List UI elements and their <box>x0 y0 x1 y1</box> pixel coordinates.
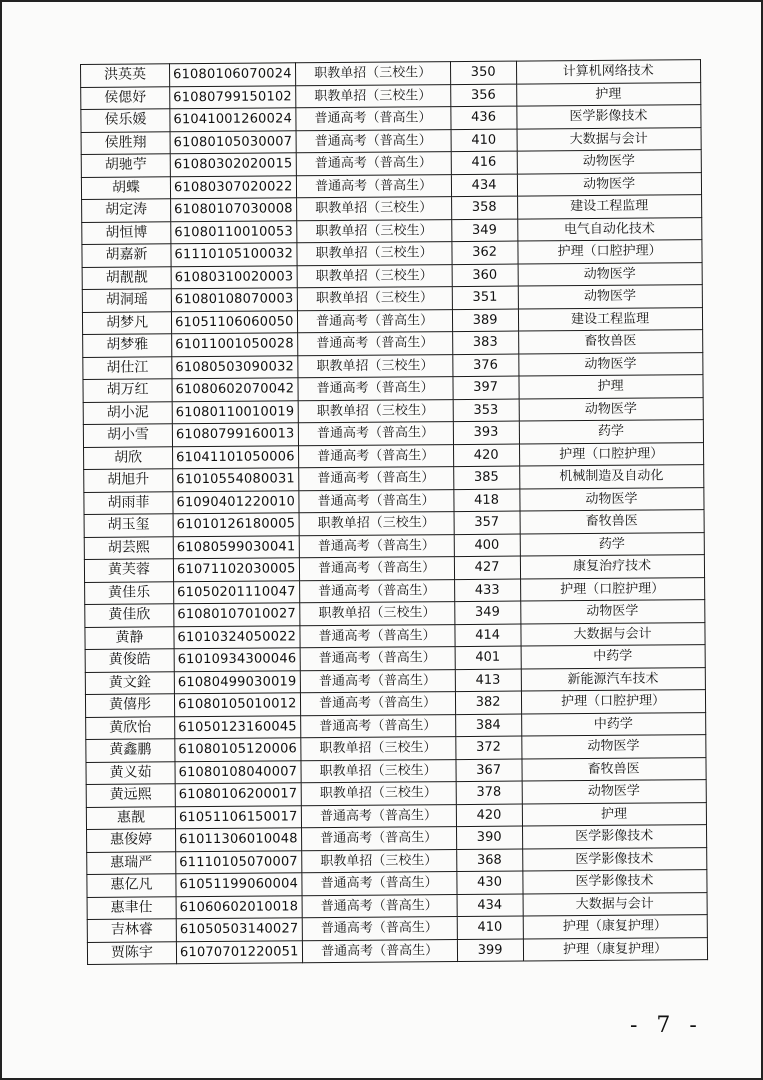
candidate-number-cell: 61080503090032 <box>172 355 298 378</box>
student-name-cell: 胡蝶 <box>81 176 170 199</box>
major-cell: 动物医学 <box>518 262 702 286</box>
score-cell: 372 <box>455 736 521 759</box>
admission-type-cell: 普通高考（普高生） <box>300 692 455 716</box>
admission-type-cell: 职教单招（三校生） <box>297 242 452 266</box>
admission-type-cell: 普通高考（普高生） <box>299 557 454 581</box>
score-cell: 410 <box>451 129 517 152</box>
student-name-cell: 侯偲妤 <box>81 86 170 109</box>
candidate-number-cell: 61080302020015 <box>170 153 296 176</box>
admission-type-cell: 职教单招（三校生） <box>299 602 454 626</box>
admission-type-cell: 普通高考（普高生） <box>298 489 453 513</box>
score-cell: 420 <box>453 444 519 467</box>
admission-type-cell: 普通高考（普高生） <box>299 579 454 603</box>
score-cell: 390 <box>456 826 522 849</box>
score-cell: 384 <box>455 714 521 737</box>
admission-type-cell: 职教单招（三校生） <box>297 354 452 378</box>
major-cell: 康复治疗技术 <box>520 555 704 579</box>
candidate-number-cell: 61080108070003 <box>171 288 297 311</box>
student-name-cell: 胡洞瑶 <box>82 289 171 312</box>
admission-type-cell: 职教单招（三校生） <box>295 84 450 108</box>
major-cell: 护理（康复护理） <box>523 915 707 939</box>
major-cell: 药学 <box>520 532 704 556</box>
candidate-number-cell: 61080106200017 <box>175 783 301 806</box>
major-cell: 电气自动化技术 <box>517 217 701 241</box>
candidate-number-cell: 61051199060004 <box>176 873 302 896</box>
candidate-number-cell: 61010126180005 <box>173 513 299 536</box>
student-name-cell: 贾陈宇 <box>87 941 176 964</box>
score-cell: 414 <box>455 624 521 647</box>
student-name-cell: 胡旭升 <box>84 469 173 492</box>
score-cell: 393 <box>453 421 519 444</box>
student-name-cell: 吉林睿 <box>87 919 176 942</box>
score-cell: 430 <box>456 871 522 894</box>
major-cell: 动物医学 <box>517 172 701 196</box>
student-name-cell: 胡小雪 <box>83 424 172 447</box>
candidate-number-cell: 61080599030041 <box>173 535 299 558</box>
major-cell: 医学影像技术 <box>522 825 706 849</box>
candidate-number-cell: 61041101050006 <box>173 445 299 468</box>
major-cell: 畜牧兽医 <box>518 330 702 354</box>
major-cell: 护理（口腔护理） <box>521 690 705 714</box>
major-cell: 计算机网络技术 <box>516 60 700 84</box>
major-cell: 大数据与会计 <box>517 127 701 151</box>
score-cell: 357 <box>454 511 520 534</box>
candidate-number-cell: 61080499030019 <box>174 670 300 693</box>
candidate-number-cell: 61010324050022 <box>174 625 300 648</box>
student-name-cell: 胡小泥 <box>83 401 172 424</box>
admission-type-cell: 职教单招（三校生） <box>301 759 456 783</box>
score-cell: 358 <box>451 196 517 219</box>
admission-type-cell: 普通高考（普高生） <box>302 917 457 941</box>
candidate-number-cell: 61051106060050 <box>171 310 297 333</box>
admission-type-cell: 普通高考（普高生） <box>300 624 455 648</box>
candidate-number-cell: 61010554080031 <box>173 468 299 491</box>
score-cell: 351 <box>452 286 518 309</box>
student-name-cell: 惠靓 <box>86 806 175 829</box>
score-cell: 383 <box>452 331 518 354</box>
candidate-number-cell: 61080799150102 <box>170 85 296 108</box>
candidate-number-cell: 61051106150017 <box>175 805 301 828</box>
student-name-cell: 胡仕江 <box>83 356 172 379</box>
student-name-cell: 惠聿仕 <box>87 896 176 919</box>
candidate-number-cell: 61080108040007 <box>175 760 301 783</box>
admission-type-cell: 普通高考（普高生） <box>300 714 455 738</box>
student-name-cell: 胡靓靓 <box>82 266 171 289</box>
score-cell: 376 <box>452 354 518 377</box>
student-name-cell: 黄俊皓 <box>85 649 174 672</box>
major-cell: 建设工程监理 <box>517 195 701 219</box>
page-number: - 7 - <box>630 1013 703 1038</box>
candidate-number-cell: 61080105010012 <box>174 693 300 716</box>
major-cell: 护理（口腔护理） <box>519 442 703 466</box>
score-cell: 367 <box>456 759 522 782</box>
student-name-cell: 胡玉玺 <box>84 514 173 537</box>
admission-type-cell: 普通高考（普高生） <box>301 827 456 851</box>
major-cell: 中药学 <box>521 712 705 736</box>
student-name-cell: 胡定涛 <box>82 199 171 222</box>
major-cell: 护理 <box>519 375 703 399</box>
admission-type-cell: 普通高考（普高生） <box>301 804 456 828</box>
admission-type-cell: 职教单招（三校生） <box>299 512 454 536</box>
major-cell: 机械制造及自动化 <box>519 465 703 489</box>
admission-type-cell: 普通高考（普高生） <box>297 332 452 356</box>
major-cell: 护理 <box>516 82 700 106</box>
page-border-left <box>0 0 2 1080</box>
score-cell: 427 <box>454 556 520 579</box>
admission-type-cell: 职教单招（三校生） <box>301 782 456 806</box>
page-border-top <box>0 0 763 2</box>
admission-type-cell: 普通高考（普高生） <box>300 647 455 671</box>
admission-type-cell: 普通高考（普高生） <box>302 894 457 918</box>
candidate-number-cell: 61011001050028 <box>172 333 298 356</box>
admission-type-cell: 普通高考（普高生） <box>296 129 451 153</box>
major-cell: 药学 <box>519 420 703 444</box>
student-name-cell: 黄远熙 <box>86 784 175 807</box>
candidate-number-cell: 61080107010027 <box>174 603 300 626</box>
major-cell: 畜牧兽医 <box>520 510 704 534</box>
major-cell: 大数据与会计 <box>521 622 705 646</box>
student-name-cell: 惠俊婷 <box>87 829 176 852</box>
candidate-number-cell: 61110105070007 <box>176 850 302 873</box>
major-cell: 动物医学 <box>518 285 702 309</box>
student-name-cell: 黄佳欣 <box>85 604 174 627</box>
major-cell: 大数据与会计 <box>523 892 707 916</box>
admission-type-cell: 普通高考（普高生） <box>298 444 453 468</box>
score-cell: 433 <box>454 579 520 602</box>
score-cell: 410 <box>457 916 523 939</box>
score-cell: 362 <box>452 241 518 264</box>
major-cell: 动物医学 <box>519 487 703 511</box>
score-cell: 413 <box>455 669 521 692</box>
student-name-cell: 侯胜翔 <box>81 131 170 154</box>
student-name-cell: 胡梦雅 <box>83 334 172 357</box>
student-name-cell: 黄芙蓉 <box>84 559 173 582</box>
admission-type-cell: 职教单招（三校生） <box>296 219 451 243</box>
major-cell: 动物医学 <box>519 397 703 421</box>
student-name-cell: 黄佳乐 <box>85 581 174 604</box>
candidate-number-cell: 61070701220051 <box>176 940 302 963</box>
score-cell: 368 <box>456 849 522 872</box>
candidate-number-cell: 61071102030005 <box>173 558 299 581</box>
admission-type-cell: 职教单招（三校生） <box>301 849 456 873</box>
student-name-cell: 胡驰苧 <box>81 154 170 177</box>
major-cell: 动物医学 <box>522 780 706 804</box>
student-name-cell: 胡欣 <box>84 446 173 469</box>
admission-type-cell: 普通高考（普高生） <box>297 309 452 333</box>
admission-type-cell: 普通高考（普高生） <box>301 872 456 896</box>
major-cell: 畜牧兽医 <box>522 757 706 781</box>
candidate-number-cell: 61080105030007 <box>170 130 296 153</box>
student-name-cell: 黄鑫鹏 <box>86 739 175 762</box>
major-cell: 护理（口腔护理） <box>520 577 704 601</box>
candidate-number-cell: 61010934300046 <box>174 648 300 671</box>
student-name-cell: 胡嘉新 <box>82 244 171 267</box>
student-name-cell: 黄静 <box>85 626 174 649</box>
score-cell: 378 <box>456 781 522 804</box>
major-cell: 医学影像技术 <box>522 870 706 894</box>
score-cell: 349 <box>451 219 517 242</box>
student-name-cell: 惠亿凡 <box>87 874 176 897</box>
candidate-number-cell: 61011306010048 <box>176 828 302 851</box>
admission-type-cell: 普通高考（普高生） <box>299 534 454 558</box>
candidate-number-cell: 61080310020003 <box>171 265 297 288</box>
candidate-number-cell: 61110105100032 <box>171 243 297 266</box>
major-cell: 动物医学 <box>518 352 702 376</box>
score-cell: 420 <box>456 804 522 827</box>
score-cell: 416 <box>451 151 517 174</box>
student-name-cell: 黄义茹 <box>86 761 175 784</box>
candidate-number-cell: 61050503140027 <box>176 918 302 941</box>
score-cell: 401 <box>455 646 521 669</box>
score-cell: 385 <box>453 466 519 489</box>
score-cell: 400 <box>454 534 520 557</box>
student-name-cell: 洪英英 <box>81 64 170 87</box>
student-name-cell: 黄文銓 <box>85 671 174 694</box>
score-cell: 397 <box>453 376 519 399</box>
candidate-number-cell: 61080799160013 <box>172 423 298 446</box>
score-cell: 360 <box>452 264 518 287</box>
admission-type-cell: 普通高考（普高生） <box>296 174 451 198</box>
student-name-cell: 侯乐媛 <box>81 109 170 132</box>
candidate-number-cell: 61080105120006 <box>175 738 301 761</box>
student-name-cell: 胡恒博 <box>82 221 171 244</box>
score-cell: 399 <box>457 939 523 962</box>
admission-type-cell: 普通高考（普高生） <box>300 669 455 693</box>
student-name-cell: 胡雨菲 <box>84 491 173 514</box>
score-cell: 382 <box>455 691 521 714</box>
admission-type-cell: 职教单招（三校生） <box>296 197 451 221</box>
student-name-cell: 黄欣怡 <box>86 716 175 739</box>
admission-type-cell: 职教单招（三校生） <box>297 287 452 311</box>
score-cell: 353 <box>453 399 519 422</box>
candidate-number-cell: 61041001260024 <box>170 108 296 131</box>
score-cell: 389 <box>452 309 518 332</box>
candidate-number-cell: 61080110010019 <box>172 400 298 423</box>
score-cell: 356 <box>450 84 516 107</box>
candidate-number-cell: 61080110010053 <box>171 220 297 243</box>
candidate-number-cell: 61080106070024 <box>170 63 296 86</box>
major-cell: 医学影像技术 <box>516 105 700 129</box>
student-name-cell: 黄僖彤 <box>85 694 174 717</box>
major-cell: 护理 <box>522 802 706 826</box>
admission-type-cell: 普通高考（普高生） <box>298 377 453 401</box>
candidate-number-cell: 61060602010018 <box>176 895 302 918</box>
student-name-cell: 胡芸熙 <box>84 536 173 559</box>
student-name-cell: 胡梦凡 <box>82 311 171 334</box>
admission-type-cell: 普通高考（普高生） <box>295 107 450 131</box>
major-cell: 医学影像技术 <box>522 847 706 871</box>
admission-type-cell: 职教单招（三校生） <box>297 264 452 288</box>
major-cell: 护理（康复护理） <box>523 937 707 961</box>
score-cell: 436 <box>450 106 516 129</box>
admission-type-cell: 职教单招（三校生） <box>295 62 450 86</box>
candidate-number-cell: 61050123160045 <box>175 715 301 738</box>
candidate-number-cell: 61080107030008 <box>171 198 297 221</box>
major-cell: 动物医学 <box>520 600 704 624</box>
student-name-cell: 惠瑞严 <box>87 851 176 874</box>
table-row <box>87 937 707 964</box>
major-cell: 建设工程监理 <box>518 307 702 331</box>
admission-type-cell: 普通高考（普高生） <box>298 467 453 491</box>
major-cell: 护理（口腔护理） <box>518 240 702 264</box>
admission-type-cell: 职教单招（三校生） <box>300 737 455 761</box>
admission-type-cell: 普通高考（普高生） <box>302 939 457 963</box>
major-cell: 动物医学 <box>521 735 705 759</box>
score-cell: 350 <box>450 61 516 84</box>
score-cell: 349 <box>454 601 520 624</box>
score-cell: 434 <box>451 174 517 197</box>
major-cell: 动物医学 <box>517 150 701 174</box>
admission-list-table <box>80 59 708 965</box>
score-cell: 434 <box>457 894 523 917</box>
major-cell: 中药学 <box>521 645 705 669</box>
table-body <box>81 60 708 965</box>
student-name-cell: 胡万红 <box>83 379 172 402</box>
admission-type-cell: 普通高考（普高生） <box>296 152 451 176</box>
admission-type-cell: 职教单招（三校生） <box>298 399 453 423</box>
score-cell: 418 <box>453 489 519 512</box>
candidate-number-cell: 61080307020022 <box>170 175 296 198</box>
admission-list-table-wrapper <box>80 59 708 965</box>
admission-type-cell: 普通高考（普高生） <box>298 422 453 446</box>
candidate-number-cell: 61090401220010 <box>173 490 299 513</box>
candidate-number-cell: 61080602070042 <box>172 378 298 401</box>
major-cell: 新能源汽车技术 <box>521 667 705 691</box>
candidate-number-cell: 61050201110047 <box>174 580 300 603</box>
